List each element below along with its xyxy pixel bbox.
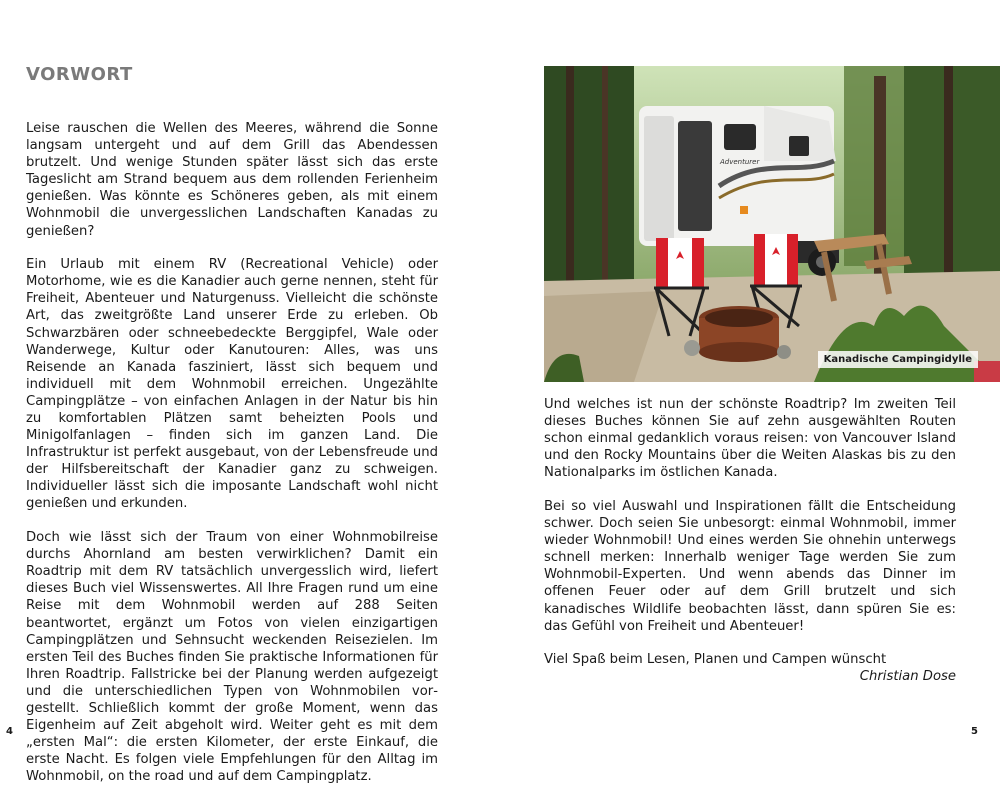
photo-caption: Kanadische Campingidylle: [818, 351, 978, 368]
campsite-illustration: [544, 66, 1000, 382]
page-heading: VORWORT: [26, 64, 133, 85]
left-text-column: [26, 120, 438, 802]
page-number-right: 5: [971, 726, 978, 737]
left-page: [0, 0, 500, 800]
paragraph: Leise rauschen die Wellen des Meeres, während die Sonne langsam untergeht und auf dem Grill das Abendessen brutzelt. Und wenige Stunden später lässt sich das erste Tageslicht am Strand bequem aus dem rollenden Ferienheim genießen. Was könnte es Schöneres geben, als mit einem Wohnmobil die unvergesslichen Landschaften Kanadas zu genießen?: [26, 121, 438, 239]
page-number-left: 4: [6, 726, 13, 737]
camper-brand-text: Adventurer: [720, 158, 760, 166]
campsite-photo: [544, 66, 1000, 382]
paragraph: Ein Urlaub mit einem RV (Recreational Vehicle) oder Motorhome, wie es die Kanadier auch gerne nennen, steht für Freiheit, Abenteuer und Naturgenuss. Vielleicht die schönste Art, das zweitgrößte Land unserer Erde zu erleben. Ob Schwarzbären oder schneebedeckte Berggipfel, Wale oder Wanderwege, Kultur oder Kanutouren: Alles, was uns Reisende an Kanada fasziniert, lässt sich bequem und individuell mit dem Wohnmobil erreichen. Ungezählte Campingplätze – von einfachen Anlagen in der Natur bis hin zu komfortablen Plätzen samt beheizten Pools und Minigolfanlagen – finden sich im ganzen Land. Die Infrastruktur ist perfekt ausgebaut, von der Lebensfreude und der Hilfsbereitschaft der Kanadier ganz zu schweigen. Individueller lässt sich die imposante Landschaft wohl nicht genießen und erkunden.: [26, 257, 438, 512]
paragraph: Bei so viel Auswahl und Inspirationen fällt die Entscheidung schwer. Doch seien Sie unbesorgt: einmal Wohnmobil, immer wieder Wohnmobil! Und eines werden Sie ohnehin unterwegs schnell merken: Innerhalb weniger Tage werden Sie zum Wohnmobil-Experten. Und wenn abends das Dinner im offenen Feuer oder auf dem Grill brutzelt und sich kanadisches Wildlife beobachten lässt, dann spüren Sie es: das Gefühl von Freiheit und Abenteuer!: [544, 498, 956, 634]
author-signature: Christian Dose: [859, 669, 956, 685]
right-text-column: [544, 396, 956, 685]
right-page: [500, 0, 1000, 800]
paragraph: Doch wie lässt sich der Traum von einer Wohnmobilreise durchs Ahornland am besten verwirklichen? Damit ein Roadtrip mit dem RV tatsächlich unvergesslich wird, liefert dieses Buch viel Wissenswertes. All Ihre Fragen rund um eine Reise mit dem Wohnmobil werden auf 288 Seiten beantwortet, ergänzt um Fotos von vielen einzigartigen Campingplätzen und Sehnsucht weckenden Reisezielen. Im ersten Teil des Buches finden Sie praktische Informationen für Ihren Roadtrip. Fallstricke bei der Planung werden aufgezeigt und die unterschiedlichen Typen von Wohnmobilen vorgestellt. Schließlich kommt der große Moment, wenn das Eigenheim auf Zeit abgeholt wird. Weiter geht es mit dem „ersten Mal“: die ersten Kilometer, der erste Einkauf, die erste Nacht. Es folgen viele Empfehlungen für den Alltag im Wohnmobil, on the road und auf dem Campingplatz.: [26, 530, 438, 785]
closing-line: Viel Spaß beim Lesen, Planen und Campen wünscht: [544, 652, 887, 668]
paragraph: Und welches ist nun der schönste Roadtrip? Im zweiten Teil dieses Buches können Sie auf zehn ausgewählten Routen schon einmal gedanklich voraus reisen: von Vancouver Island und den Rocky Mountains über die Weiten Alaskas bis zu den Nationalparks im östlichen Kanada.: [544, 397, 956, 481]
